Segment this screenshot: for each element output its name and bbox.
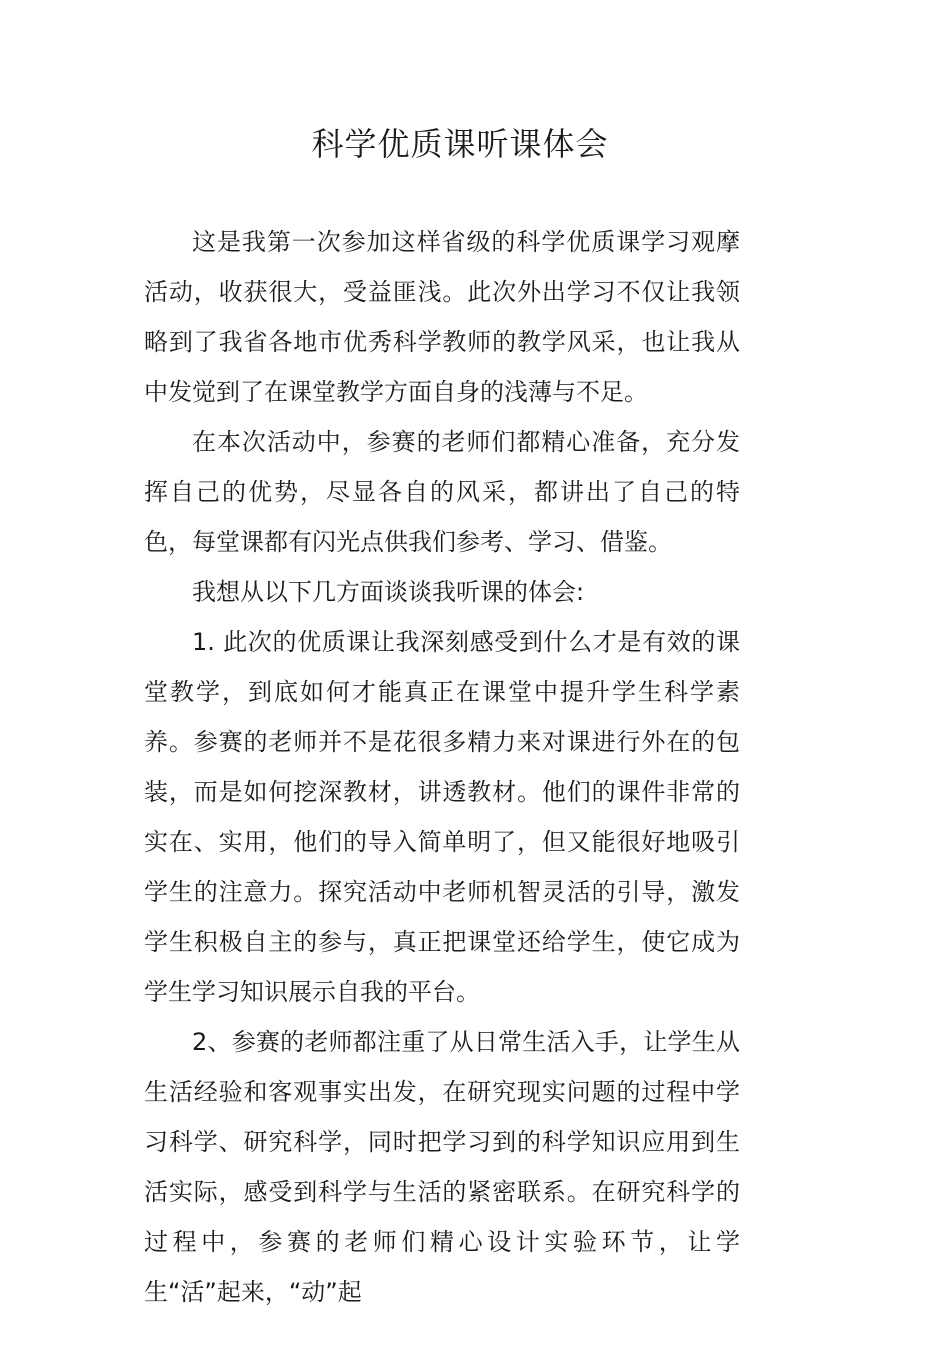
paragraph-intro: 这是我第一次参加这样省级的科学优质课学习观摩活动，收获很大，受益匪浅。此次外出学习不仅让我领略到了我省各地市优秀科学教师的教学风采，也让我从中发觉到了在课堂教学方面自身的浅薄与不足。	[144, 228, 740, 406]
paragraph-point-1: 1. 此次的优质课让我深刻感受到什么才是有效的课堂教学，到底如何才能真正在课堂中提升学生科学素养。参赛的老师并不是花很多精力来对课进行外在的包装，而是如何挖深教材，讲透教材。他们的课件非常的实在、实用，他们的导入简单明了，但又能很好地吸引学生的注意力。探究活动中老师机智灵活的引导，激发学生积极自主的参与，真正把课堂还给学生，使它成为学生学习知识展示自我的平台。	[144, 628, 740, 1006]
paragraph-point-2: 2、参赛的老师都注重了从日常生活入手，让学生从生活经验和客观事实出发，在研究现实问题的过程中学习科学、研究科学，同时把学习到的科学知识应用到生活实际，感受到科学与生活的紧密联系。在研究科学的过程中，参赛的老师们精心设计实验环节，让学生“活”起来，“动”起	[144, 1028, 740, 1306]
document-body	[144, 217, 740, 1317]
paragraph-aspects-intro: 我想从以下几方面谈谈我听课的体会:	[192, 578, 585, 606]
paragraph-activity: 在本次活动中，参赛的老师们都精心准备，充分发挥自己的优势，尽显各自的风采，都讲出了自己的特色，每堂课都有闪光点供我们参考、学习、借鉴。	[144, 428, 740, 556]
document-title: 科学优质课听课体会	[311, 125, 609, 163]
